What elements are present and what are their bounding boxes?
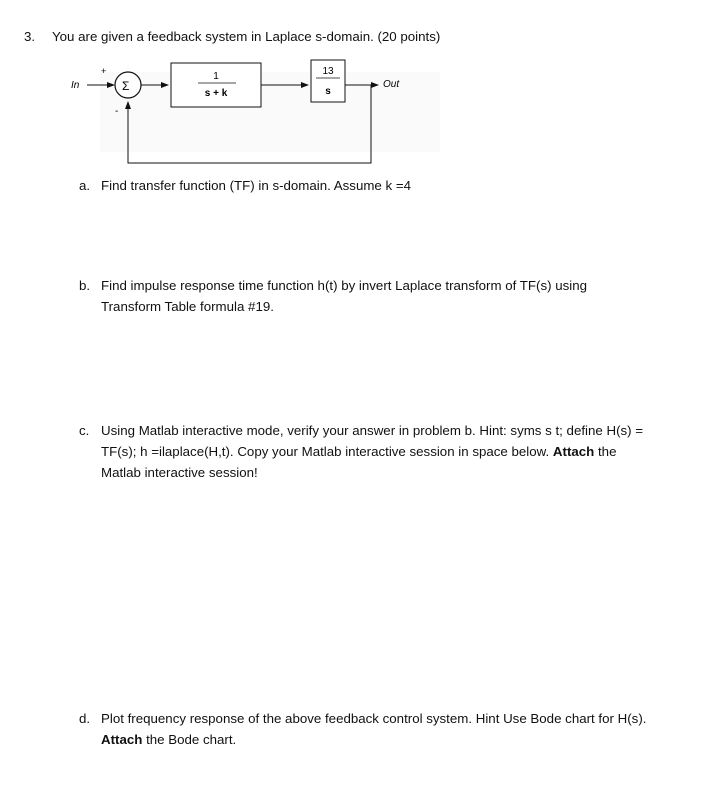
- item-a-label: a.: [79, 178, 91, 193]
- item-c-line-2-tail: the: [594, 444, 617, 459]
- item-d-label: d.: [79, 711, 91, 726]
- input-label: In: [71, 80, 80, 91]
- question-title: You are given a feedback system in Laplace s-domain. (20 points): [52, 29, 441, 44]
- block1-denominator: s + k: [204, 88, 228, 99]
- item-c-line-2-text: TF(s); h =ilaplace(H,t). Copy your Matlab interactive session in space below.: [101, 444, 553, 459]
- block2-denominator: s: [325, 86, 331, 97]
- item-d-attach-bold: Attach: [101, 732, 143, 747]
- item-c-line-1: Using Matlab interactive mode, verify your answer in problem b. Hint: syms s t; define H(s) =: [101, 423, 644, 438]
- sum-symbol: Σ: [122, 79, 130, 93]
- item-b-line-2: Transform Table formula #19.: [101, 299, 274, 314]
- minus-sign: -: [115, 106, 119, 117]
- block1-numerator: 1: [213, 71, 219, 82]
- output-label: Out: [383, 79, 400, 90]
- item-c-line-3: Matlab interactive session!: [101, 465, 258, 480]
- feedback-block-diagram: [60, 52, 450, 177]
- item-d-line-2: [101, 730, 671, 750]
- block1: [171, 63, 261, 107]
- item-b-label: b.: [79, 278, 91, 293]
- item-d-line-1: Plot frequency response of the above feedback control system. Hint Use Bode chart for H(s).: [101, 711, 647, 726]
- item-d-line-2-tail: the Bode chart.: [142, 732, 237, 747]
- item-c-label: c.: [79, 423, 90, 438]
- item-a-text: Find transfer function (TF) in s-domain. Assume k =4: [101, 178, 412, 193]
- plus-sign: +: [101, 66, 107, 76]
- item-c-attach-bold: Attach: [552, 444, 595, 459]
- block2-numerator: 13: [322, 66, 334, 77]
- question-number: 3.: [24, 29, 36, 44]
- item-c-line-2: [101, 442, 691, 462]
- item-b-line-1: Find impulse response time function h(t) by invert Laplace transform of TF(s) using: [101, 278, 588, 293]
